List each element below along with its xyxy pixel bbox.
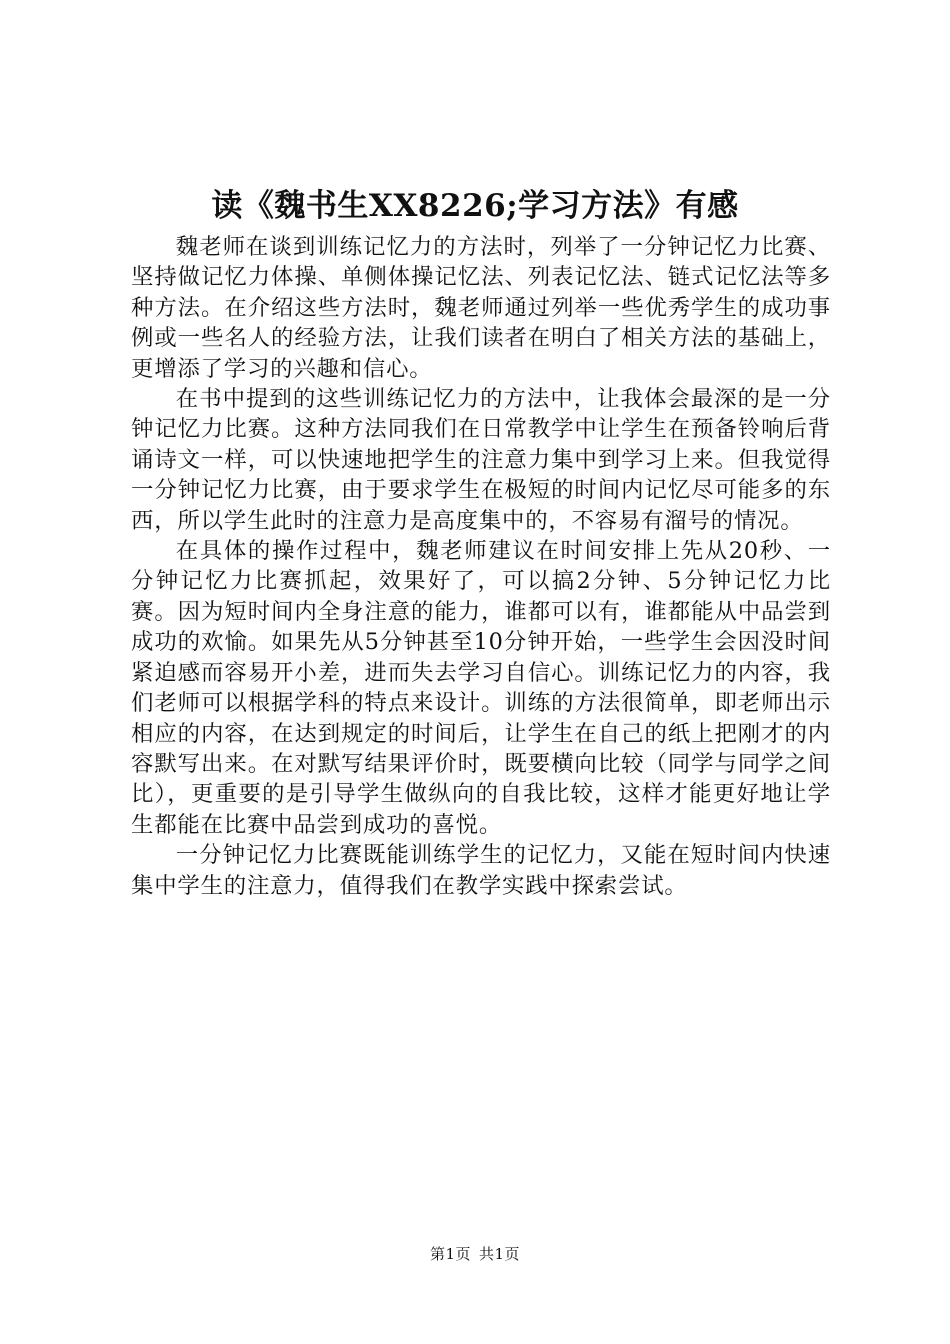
document-body <box>131 232 831 901</box>
paragraph: 魏老师在谈到训练记忆力的方法时，列举了一分钟记忆力比赛、坚持做记忆力体操、单侧体操记忆法、列表记忆法、链式记忆法等多种方法。在介绍这些方法时，魏老师通过列举一些优秀学生的成功事例或一些名人的经验方法，让我们读者在明白了相关方法的基础上，更增添了学习的兴趣和信心。 <box>131 234 831 382</box>
paragraph: 在书中提到的这些训练记忆力的方法中，让我体会最深的是一分钟记忆力比赛。这种方法同我们在日常教学中让学生在预备铃响后背诵诗文一样，可以快速地把学生的注意力集中到学习上来。但我觉得一分钟记忆力比赛，由于要求学生在极短的时间内记忆尽可能多的东西，所以学生此时的注意力是高度集中的，不容易有溜号的情况。 <box>131 386 831 534</box>
paragraph: 在具体的操作过程中，魏老师建议在时间安排上先从20秒、一分钟记忆力比赛抓起，效果好了，可以搞2分钟、5分钟记忆力比赛。因为短时间内全身注意的能力，谁都可以有，谁都能从中品尝到成功的欢愉。如果先从5分钟甚至10分钟开始，一些学生会因没时间紧迫感而容易开小差，进而失去学习自信心。训练记忆力的内容，我们老师可以根据学科的特点来设计。训练的方法很简单，即老师出示相应的内容，在达到规定的时间后，让学生在自己的纸上把刚才的内容默写出来。在对默写结果评价时，既要横向比较（同学与同学之间比），更重要的是引导学生做纵向的自我比较，这样才能更好地让学生都能在比赛中品尝到成功的喜悦。 <box>131 538 831 838</box>
page-total: 共1页 <box>479 1245 521 1263</box>
paragraph: 一分钟记忆力比赛既能训练学生的记忆力，又能在短时间内快速集中学生的注意力，值得我们在教学实践中探索尝试。 <box>131 842 831 899</box>
page-footer <box>0 1243 950 1265</box>
page-number: 第1页 <box>429 1245 471 1263</box>
document-title: 读《魏书生XX8226;学习方法》有感 <box>211 188 739 224</box>
